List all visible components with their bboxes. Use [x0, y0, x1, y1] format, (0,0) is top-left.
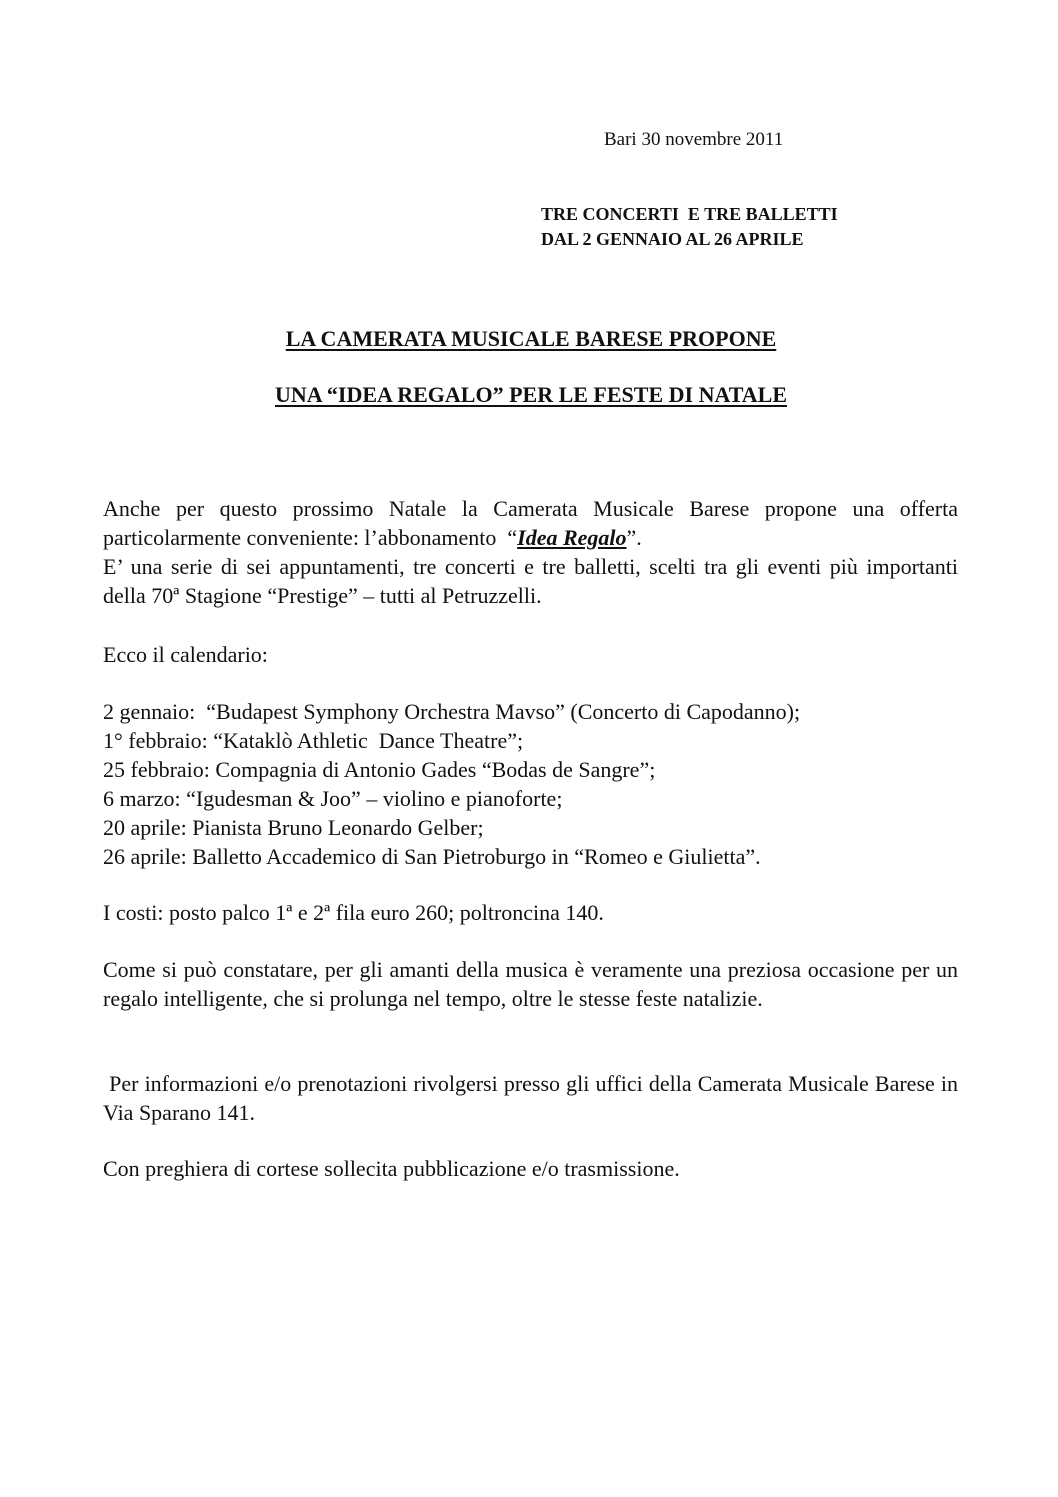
- calendar-label: Ecco il calendario:: [103, 642, 268, 667]
- page-subtitle: UNA “IDEA REGALO” PER LE FESTE DI NATALE: [274, 382, 787, 407]
- intro-paragraph: [103, 494, 964, 610]
- event-item: 26 aprile: Balletto Accademico di San Pietroburgo in “Romeo e Giulietta”.: [103, 844, 761, 869]
- info-paragraph: Per informazioni e/o prenotazioni rivolgersi presso gli uffici della Camerata Musicale Barese in Via Sparano 141.: [103, 1071, 964, 1125]
- closing-line: Con preghiera di cortese sollecita pubblicazione e/o trasmissione.: [103, 1156, 680, 1181]
- event-item: 25 febbraio: Compagnia di Antonio Gades “Bodas de Sangre”;: [103, 757, 656, 782]
- subheading-line-2: DAL 2 GENNAIO AL 26 APRILE: [541, 229, 804, 249]
- document-date: Bari 30 novembre 2011: [604, 129, 784, 150]
- event-item: 20 aprile: Pianista Bruno Leonardo Gelber;: [103, 815, 484, 840]
- event-item: 6 marzo: “Igudesman & Joo” – violino e pianoforte;: [103, 786, 563, 811]
- intro-text-3: E’ una serie di sei appuntamenti, tre concerti e tre balletti, scelti tra gli eventi più importanti della 70ª Stagione “Prestige” – tutti al Petruzzelli.: [103, 554, 958, 608]
- subheading-line-1: TRE CONCERTI E TRE BALLETTI: [541, 204, 838, 224]
- intro-text-2: ”.: [626, 525, 642, 550]
- intro-text-1: Anche per questo prossimo Natale la Camerata Musicale Barese propone una offerta particolarmente conveniente: l’abbonamento “: [103, 496, 964, 550]
- costs-line: I costi: posto palco 1ª e 2ª fila euro 260; poltroncina 140.: [103, 900, 604, 925]
- idea-regalo-emphasis: Idea Regalo: [517, 525, 627, 550]
- event-item: 1° febbraio: “Kataklò Athletic Dance Theatre”;: [103, 728, 524, 753]
- gift-paragraph: Come si può constatare, per gli amanti della musica è veramente una preziosa occasione per un regalo intelligente, che si prolunga nel tempo, oltre le stesse feste natalizie.: [103, 957, 958, 1011]
- subheading: [541, 202, 838, 252]
- page-title: LA CAMERATA MUSICALE BARESE PROPONE: [285, 326, 777, 351]
- events-list: [103, 697, 958, 871]
- event-item: 2 gennaio: “Budapest Symphony Orchestra Mavso” (Concerto di Capodanno);: [103, 699, 801, 724]
